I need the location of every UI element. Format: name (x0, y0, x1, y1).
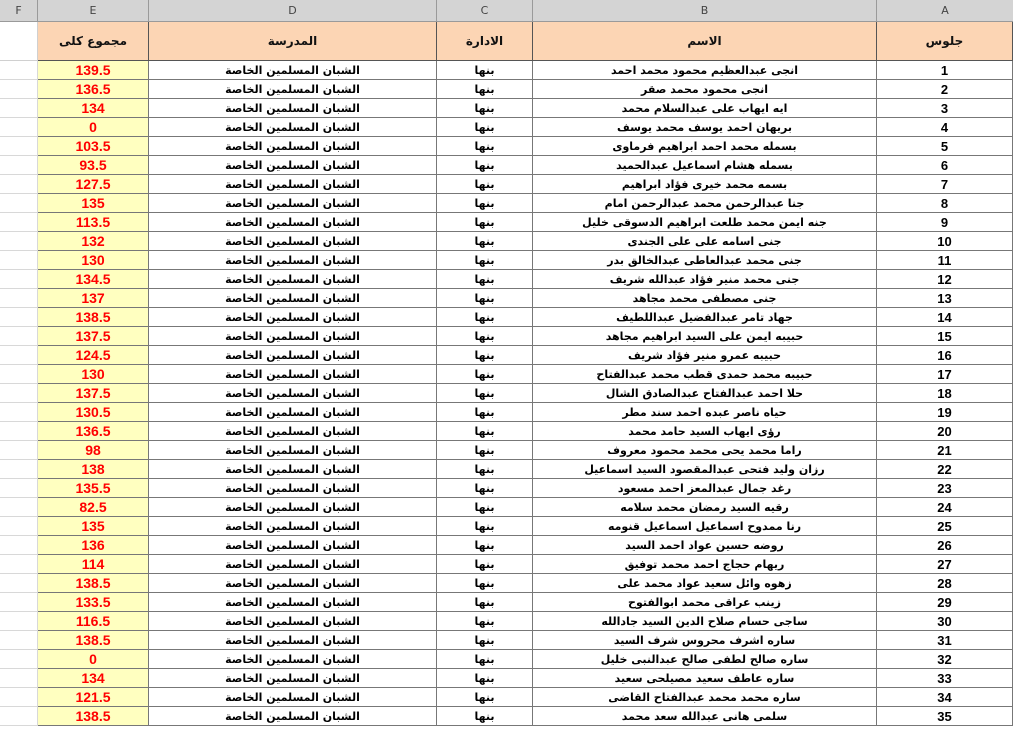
total-cell[interactable]: 138.5 (38, 574, 149, 593)
empty-cell[interactable] (0, 346, 38, 365)
total-cell[interactable]: 137.5 (38, 384, 149, 403)
header-total[interactable]: مجموع كلى (38, 22, 149, 61)
total-cell[interactable]: 124.5 (38, 346, 149, 365)
administration-cell[interactable]: بنها (437, 213, 533, 232)
school-cell[interactable]: الشبان المسلمين الخاصة (149, 232, 437, 251)
empty-cell[interactable] (0, 80, 38, 99)
table-row (0, 479, 1013, 498)
empty-cell[interactable] (0, 479, 38, 498)
table-row (0, 99, 1013, 118)
administration-cell[interactable]: بنها (437, 498, 533, 517)
empty-cell[interactable] (0, 593, 38, 612)
seat-cell[interactable]: 10 (877, 232, 1013, 251)
empty-cell[interactable] (0, 517, 38, 536)
administration-cell[interactable]: بنها (437, 175, 533, 194)
school-cell[interactable]: الشبان المسلمين الخاصة (149, 270, 437, 289)
name-cell[interactable]: سلمى هانى عبدالله سعد محمد (533, 707, 877, 726)
empty-cell[interactable] (0, 213, 38, 232)
seat-cell[interactable]: 21 (877, 441, 1013, 460)
table-row (0, 422, 1013, 441)
empty-cell[interactable] (0, 403, 38, 422)
empty-cell[interactable] (0, 631, 38, 650)
administration-cell[interactable]: بنها (437, 118, 533, 137)
total-cell[interactable]: 82.5 (38, 498, 149, 517)
administration-cell[interactable]: بنها (437, 688, 533, 707)
seat-cell[interactable]: 7 (877, 175, 1013, 194)
table-row (0, 650, 1013, 669)
school-cell[interactable]: الشبان المسلمين الخاصة (149, 308, 437, 327)
name-cell[interactable]: رقيه السيد رمضان محمد سلامه (533, 498, 877, 517)
table-row (0, 156, 1013, 175)
name-cell[interactable]: انجى محمود محمد صقر (533, 80, 877, 99)
seat-cell[interactable]: 24 (877, 498, 1013, 517)
seat-cell[interactable]: 1 (877, 61, 1013, 80)
empty-cell[interactable] (0, 118, 38, 137)
school-cell[interactable]: الشبان المسلمين الخاصة (149, 365, 437, 384)
table-row (0, 308, 1013, 327)
empty-cell[interactable] (0, 175, 38, 194)
total-cell[interactable]: 127.5 (38, 175, 149, 194)
seat-cell[interactable]: 26 (877, 536, 1013, 555)
column-letter-f[interactable]: F (0, 0, 38, 21)
total-cell[interactable]: 0 (38, 650, 149, 669)
school-cell[interactable]: الشبان المسلمين الخاصة (149, 593, 437, 612)
total-cell[interactable]: 113.5 (38, 213, 149, 232)
name-cell[interactable]: ساجى حسام صلاح الدين السيد جادالله (533, 612, 877, 631)
empty-cell[interactable] (0, 688, 38, 707)
administration-cell[interactable]: بنها (437, 137, 533, 156)
empty-cell[interactable] (0, 555, 38, 574)
name-cell[interactable]: جنه ايمن محمد طلعت ابراهيم الدسوقى خليل (533, 213, 877, 232)
name-cell[interactable]: ساره محمد محمد عبدالفتاح القاضى (533, 688, 877, 707)
total-cell[interactable]: 0 (38, 118, 149, 137)
seat-cell[interactable]: 30 (877, 612, 1013, 631)
seat-cell[interactable]: 19 (877, 403, 1013, 422)
seat-cell[interactable]: 2 (877, 80, 1013, 99)
column-letter-d[interactable]: D (149, 0, 437, 21)
name-cell[interactable]: رؤى ايهاب السيد حامد محمد (533, 422, 877, 441)
table-row (0, 194, 1013, 213)
name-cell[interactable]: روضه حسين عواد احمد السيد (533, 536, 877, 555)
empty-cell[interactable] (0, 612, 38, 631)
seat-cell[interactable]: 29 (877, 593, 1013, 612)
administration-cell[interactable]: بنها (437, 270, 533, 289)
name-cell[interactable]: زينب عراقى محمد ابوالفتوح (533, 593, 877, 612)
school-cell[interactable]: الشبان المسلمين الخاصة (149, 612, 437, 631)
table-row (0, 61, 1013, 80)
table-row (0, 517, 1013, 536)
school-cell[interactable]: الشبان المسلمين الخاصة (149, 517, 437, 536)
name-cell[interactable]: بريهان احمد يوسف محمد يوسف (533, 118, 877, 137)
seat-cell[interactable]: 17 (877, 365, 1013, 384)
table-row (0, 593, 1013, 612)
name-cell[interactable]: جنى اسامه على على الجندى (533, 232, 877, 251)
administration-cell[interactable]: بنها (437, 479, 533, 498)
name-cell[interactable]: ساره اشرف محروس شرف السيد (533, 631, 877, 650)
school-cell[interactable]: الشبان المسلمين الخاصة (149, 479, 437, 498)
seat-cell[interactable]: 28 (877, 574, 1013, 593)
administration-cell[interactable]: بنها (437, 669, 533, 688)
seat-cell[interactable]: 13 (877, 289, 1013, 308)
table-row (0, 175, 1013, 194)
total-cell[interactable]: 138.5 (38, 707, 149, 726)
seat-cell[interactable]: 16 (877, 346, 1013, 365)
empty-cell[interactable] (0, 536, 38, 555)
empty-cell[interactable] (0, 61, 38, 80)
table-row (0, 688, 1013, 707)
seat-cell[interactable]: 20 (877, 422, 1013, 441)
empty-cell[interactable] (0, 308, 38, 327)
table-row (0, 251, 1013, 270)
seat-cell[interactable]: 33 (877, 669, 1013, 688)
table-row (0, 80, 1013, 99)
header-administration[interactable]: الادارة (437, 22, 533, 61)
seat-cell[interactable]: 9 (877, 213, 1013, 232)
total-cell[interactable]: 135 (38, 517, 149, 536)
administration-cell[interactable]: بنها (437, 707, 533, 726)
school-cell[interactable]: الشبان المسلمين الخاصة (149, 213, 437, 232)
empty-cell[interactable] (0, 441, 38, 460)
seat-cell[interactable]: 12 (877, 270, 1013, 289)
name-cell[interactable]: جنى مصطفى محمد مجاهد (533, 289, 877, 308)
empty-cell[interactable] (0, 156, 38, 175)
name-cell[interactable]: ساره صالح لطفى صالح عبدالنبى خليل (533, 650, 877, 669)
total-cell[interactable]: 130.5 (38, 403, 149, 422)
administration-cell[interactable]: بنها (437, 517, 533, 536)
administration-cell[interactable]: بنها (437, 441, 533, 460)
administration-cell[interactable]: بنها (437, 80, 533, 99)
administration-cell[interactable]: بنها (437, 384, 533, 403)
name-cell[interactable]: جنى محمد منير فؤاد عبدالله شريف (533, 270, 877, 289)
total-cell[interactable]: 121.5 (38, 688, 149, 707)
administration-cell[interactable]: بنها (437, 555, 533, 574)
name-cell[interactable]: جنا عبدالرحمن محمد عبدالرحمن امام (533, 194, 877, 213)
column-letter-c[interactable]: C (437, 0, 533, 21)
school-cell[interactable]: الشبان المسلمين الخاصة (149, 536, 437, 555)
header-school[interactable]: المدرسة (149, 22, 437, 61)
administration-cell[interactable]: بنها (437, 536, 533, 555)
school-cell[interactable]: الشبان المسلمين الخاصة (149, 327, 437, 346)
empty-cell[interactable] (0, 327, 38, 346)
name-cell[interactable]: حلا احمد عبدالفتاح عبدالصادق الشال (533, 384, 877, 403)
administration-cell[interactable]: بنها (437, 289, 533, 308)
total-cell[interactable]: 134 (38, 99, 149, 118)
total-cell[interactable]: 134.5 (38, 270, 149, 289)
total-cell[interactable]: 103.5 (38, 137, 149, 156)
total-cell[interactable]: 137 (38, 289, 149, 308)
empty-cell[interactable] (0, 137, 38, 156)
table-row (0, 460, 1013, 479)
seat-cell[interactable]: 18 (877, 384, 1013, 403)
school-cell[interactable]: الشبان المسلمين الخاصة (149, 688, 437, 707)
total-cell[interactable]: 139.5 (38, 61, 149, 80)
seat-cell[interactable]: 32 (877, 650, 1013, 669)
administration-cell[interactable]: بنها (437, 251, 533, 270)
administration-cell[interactable]: بنها (437, 612, 533, 631)
table-row (0, 384, 1013, 403)
school-cell[interactable]: الشبان المسلمين الخاصة (149, 498, 437, 517)
total-cell[interactable]: 136 (38, 536, 149, 555)
seat-cell[interactable]: 5 (877, 137, 1013, 156)
table-row (0, 631, 1013, 650)
empty-cell[interactable] (0, 669, 38, 688)
empty-cell[interactable] (0, 422, 38, 441)
table-row (0, 289, 1013, 308)
name-cell[interactable]: حبيبه ايمن على السيد ابراهيم مجاهد (533, 327, 877, 346)
school-cell[interactable]: الشبان المسلمين الخاصة (149, 61, 437, 80)
total-cell[interactable]: 135 (38, 194, 149, 213)
table-row (0, 213, 1013, 232)
total-cell[interactable]: 135.5 (38, 479, 149, 498)
table-row (0, 441, 1013, 460)
table-row (0, 270, 1013, 289)
seat-cell[interactable]: 14 (877, 308, 1013, 327)
total-cell[interactable]: 138.5 (38, 308, 149, 327)
administration-cell[interactable]: بنها (437, 593, 533, 612)
total-cell[interactable]: 132 (38, 232, 149, 251)
seat-cell[interactable]: 25 (877, 517, 1013, 536)
seat-cell[interactable]: 31 (877, 631, 1013, 650)
column-letter-a[interactable]: A (941, 4, 949, 17)
empty-cell[interactable] (0, 460, 38, 479)
seat-cell[interactable]: 15 (877, 327, 1013, 346)
name-cell[interactable]: زهوه وائل سعيد عواد محمد على (533, 574, 877, 593)
table-row (0, 346, 1013, 365)
seat-cell[interactable]: 8 (877, 194, 1013, 213)
total-cell[interactable]: 138.5 (38, 631, 149, 650)
administration-cell[interactable]: بنها (437, 194, 533, 213)
name-cell[interactable]: بسمه محمد خيرى فؤاد ابراهيم (533, 175, 877, 194)
total-cell[interactable]: 130 (38, 365, 149, 384)
total-cell[interactable]: 136.5 (38, 80, 149, 99)
school-cell[interactable]: الشبان المسلمين الخاصة (149, 251, 437, 270)
administration-cell[interactable]: بنها (437, 61, 533, 80)
seat-cell[interactable]: 11 (877, 251, 1013, 270)
administration-cell[interactable]: بنها (437, 99, 533, 118)
name-cell[interactable]: رنا ممدوح اسماعيل اسماعيل قنومه (533, 517, 877, 536)
school-cell[interactable]: الشبان المسلمين الخاصة (149, 441, 437, 460)
total-cell[interactable]: 93.5 (38, 156, 149, 175)
column-letter-e[interactable]: E (38, 0, 149, 21)
name-cell[interactable]: حبيبه محمد حمدى قطب محمد عبدالفتاح (533, 365, 877, 384)
empty-cell[interactable] (0, 251, 38, 270)
header-row (0, 22, 1013, 61)
administration-cell[interactable]: بنها (437, 650, 533, 669)
table-row (0, 707, 1013, 726)
school-cell[interactable]: الشبان المسلمين الخاصة (149, 346, 437, 365)
total-cell[interactable]: 136.5 (38, 422, 149, 441)
administration-cell[interactable]: بنها (437, 422, 533, 441)
table-row (0, 498, 1013, 517)
school-cell[interactable]: الشبان المسلمين الخاصة (149, 137, 437, 156)
total-cell[interactable]: 137.5 (38, 327, 149, 346)
table-row (0, 137, 1013, 156)
column-letter-bar (0, 0, 1013, 22)
empty-cell[interactable] (0, 384, 38, 403)
name-cell[interactable]: رغد جمال عبدالمعز احمد مسعود (533, 479, 877, 498)
school-cell[interactable]: الشبان المسلمين الخاصة (149, 80, 437, 99)
school-cell[interactable]: الشبان المسلمين الخاصة (149, 194, 437, 213)
empty-cell[interactable] (0, 650, 38, 669)
name-cell[interactable]: ساره عاطف سعيد مصيلحى سعيد (533, 669, 877, 688)
empty-cell[interactable] (0, 574, 38, 593)
empty-cell[interactable] (0, 194, 38, 213)
total-cell[interactable]: 114 (38, 555, 149, 574)
administration-cell[interactable]: بنها (437, 232, 533, 251)
name-cell[interactable]: بسمله هشام اسماعيل عبدالحميد (533, 156, 877, 175)
seat-cell[interactable]: 35 (877, 707, 1013, 726)
column-letter-b[interactable]: B (533, 0, 877, 21)
name-cell[interactable]: جنى محمد عبدالعاطى عبدالخالق بدر (533, 251, 877, 270)
school-cell[interactable]: الشبان المسلمين الخاصة (149, 99, 437, 118)
name-cell[interactable]: راما محمد يحى محمد محمود معروف (533, 441, 877, 460)
table-row (0, 232, 1013, 251)
table-row (0, 118, 1013, 137)
header-cell-empty[interactable] (0, 22, 38, 61)
name-cell[interactable]: حياه ناصر عبده احمد سند مطر (533, 403, 877, 422)
table-row (0, 574, 1013, 593)
school-cell[interactable]: الشبان المسلمين الخاصة (149, 574, 437, 593)
empty-cell[interactable] (0, 707, 38, 726)
name-cell[interactable]: ايه ايهاب على عبدالسلام محمد (533, 99, 877, 118)
empty-cell[interactable] (0, 365, 38, 384)
name-cell[interactable]: رزان وليد فتحى عبدالمقصود السيد اسماعيل (533, 460, 877, 479)
name-cell[interactable]: بسمله محمد احمد ابراهيم فرماوى (533, 137, 877, 156)
administration-cell[interactable]: بنها (437, 460, 533, 479)
administration-cell[interactable]: بنها (437, 308, 533, 327)
school-cell[interactable]: الشبان المسلمين الخاصة (149, 118, 437, 137)
school-cell[interactable]: الشبان المسلمين الخاصة (149, 707, 437, 726)
seat-cell[interactable]: 4 (877, 118, 1013, 137)
administration-cell[interactable]: بنها (437, 156, 533, 175)
empty-cell[interactable] (0, 99, 38, 118)
total-cell[interactable]: 133.5 (38, 593, 149, 612)
table-row (0, 555, 1013, 574)
table-row (0, 669, 1013, 688)
administration-cell[interactable]: بنها (437, 327, 533, 346)
table-row (0, 612, 1013, 631)
seat-cell[interactable]: 23 (877, 479, 1013, 498)
header-seat[interactable]: جلوس (877, 22, 1013, 61)
table-row (0, 365, 1013, 384)
school-cell[interactable]: الشبان المسلمين الخاصة (149, 631, 437, 650)
total-cell[interactable]: 138 (38, 460, 149, 479)
school-cell[interactable]: الشبان المسلمين الخاصة (149, 650, 437, 669)
empty-cell[interactable] (0, 270, 38, 289)
school-cell[interactable]: الشبان المسلمين الخاصة (149, 460, 437, 479)
name-cell[interactable]: جهاد تامر عبدالفضيل عبداللطيف (533, 308, 877, 327)
empty-cell[interactable] (0, 498, 38, 517)
name-cell[interactable]: حبيبه عمرو منير فؤاد شريف (533, 346, 877, 365)
table-row (0, 536, 1013, 555)
school-cell[interactable]: الشبان المسلمين الخاصة (149, 175, 437, 194)
empty-cell[interactable] (0, 232, 38, 251)
seat-cell[interactable]: 22 (877, 460, 1013, 479)
name-cell[interactable]: ريهام حجاج احمد محمد توفيق (533, 555, 877, 574)
administration-cell[interactable]: بنها (437, 365, 533, 384)
total-cell[interactable]: 98 (38, 441, 149, 460)
school-cell[interactable]: الشبان المسلمين الخاصة (149, 156, 437, 175)
total-cell[interactable]: 130 (38, 251, 149, 270)
seat-cell[interactable]: 3 (877, 99, 1013, 118)
seat-cell[interactable]: 6 (877, 156, 1013, 175)
table-row (0, 327, 1013, 346)
header-name[interactable]: الاسم (533, 22, 877, 61)
school-cell[interactable]: الشبان المسلمين الخاصة (149, 403, 437, 422)
administration-cell[interactable]: بنها (437, 574, 533, 593)
seat-cell[interactable]: 27 (877, 555, 1013, 574)
school-cell[interactable]: الشبان المسلمين الخاصة (149, 289, 437, 308)
empty-cell[interactable] (0, 289, 38, 308)
total-cell[interactable]: 134 (38, 669, 149, 688)
table-row (0, 403, 1013, 422)
name-cell[interactable]: انجى عبدالعظيم محمود محمد احمد (533, 61, 877, 80)
school-cell[interactable]: الشبان المسلمين الخاصة (149, 422, 437, 441)
school-cell[interactable]: الشبان المسلمين الخاصة (149, 555, 437, 574)
administration-cell[interactable]: بنها (437, 346, 533, 365)
administration-cell[interactable]: بنها (437, 403, 533, 422)
seat-cell[interactable]: 34 (877, 688, 1013, 707)
total-cell[interactable]: 116.5 (38, 612, 149, 631)
school-cell[interactable]: الشبان المسلمين الخاصة (149, 384, 437, 403)
school-cell[interactable]: الشبان المسلمين الخاصة (149, 669, 437, 688)
administration-cell[interactable]: بنها (437, 631, 533, 650)
